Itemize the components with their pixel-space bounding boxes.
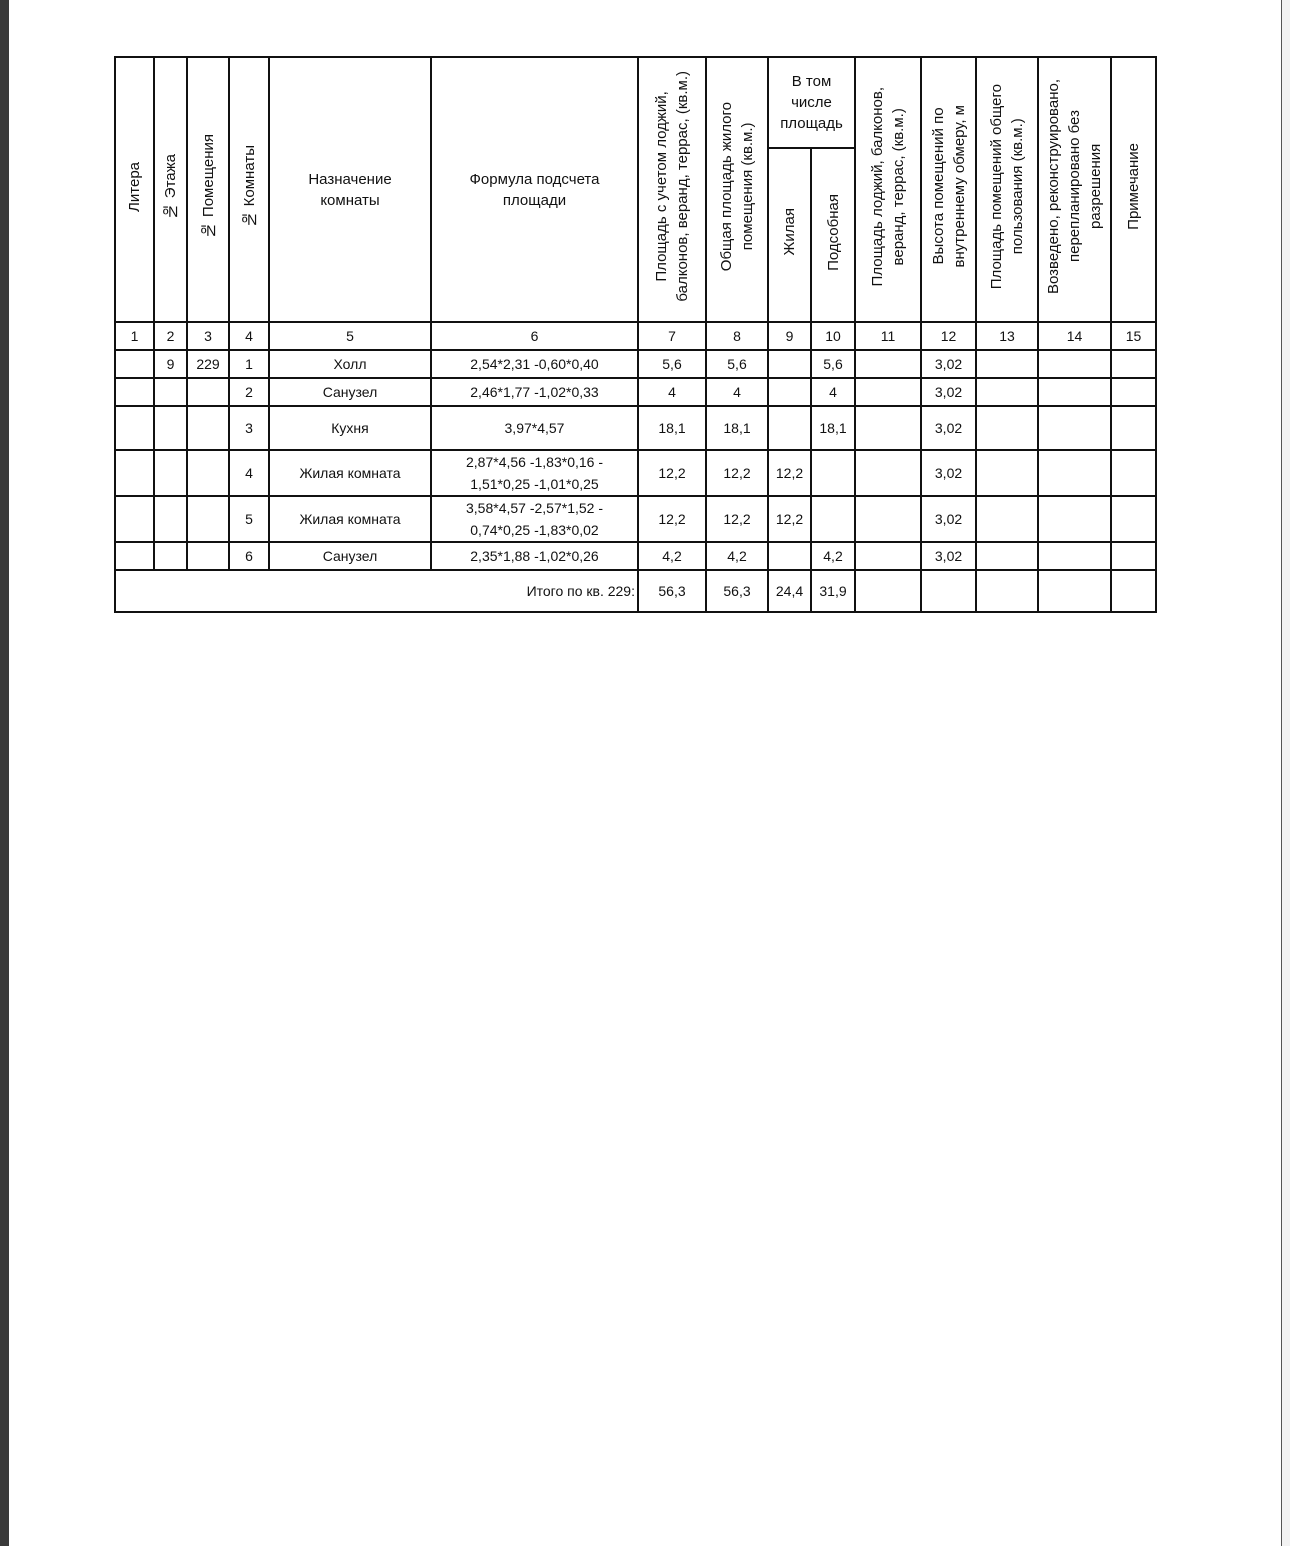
table-cell: 12,2 bbox=[638, 450, 706, 496]
total-value bbox=[855, 570, 921, 612]
table-cell bbox=[768, 378, 811, 406]
table-cell bbox=[1111, 496, 1156, 542]
table-cell: 3 bbox=[229, 406, 269, 450]
table-cell: Холл bbox=[269, 350, 431, 378]
table-cell bbox=[811, 496, 855, 542]
header-note: Примечание bbox=[1111, 57, 1156, 322]
table-cell: 3,02 bbox=[921, 496, 976, 542]
table-cell: 12,2 bbox=[706, 450, 768, 496]
column-number: 2 bbox=[154, 322, 187, 350]
table-cell: 3,02 bbox=[921, 350, 976, 378]
total-value: 31,9 bbox=[811, 570, 855, 612]
table-row bbox=[115, 406, 1156, 450]
table-cell: 18,1 bbox=[706, 406, 768, 450]
table-cell bbox=[115, 496, 154, 542]
total-value: 56,3 bbox=[706, 570, 768, 612]
table-cell: Санузел bbox=[269, 378, 431, 406]
table-cell: 12,2 bbox=[768, 496, 811, 542]
total-value: 56,3 bbox=[638, 570, 706, 612]
table-cell: 4 bbox=[706, 378, 768, 406]
table-cell bbox=[976, 450, 1038, 496]
table-cell bbox=[768, 542, 811, 570]
table-cell bbox=[855, 350, 921, 378]
table-cell bbox=[1111, 542, 1156, 570]
column-number: 1 bbox=[115, 322, 154, 350]
table-cell bbox=[976, 378, 1038, 406]
table-row bbox=[115, 496, 1156, 542]
table-cell bbox=[115, 450, 154, 496]
table-cell: 3,02 bbox=[921, 406, 976, 450]
table-cell bbox=[855, 450, 921, 496]
table-cell bbox=[187, 406, 229, 450]
header-floor: № Этажа bbox=[154, 57, 187, 322]
header-premises: № Помещения bbox=[187, 57, 229, 322]
table-cell bbox=[187, 378, 229, 406]
table-cell: 18,1 bbox=[811, 406, 855, 450]
table-cell: 3,58*4,57 -2,57*1,52 - 0,74*0,25 -1,83*0,02 bbox=[431, 496, 638, 542]
table-cell bbox=[154, 406, 187, 450]
table-cell: 3,97*4,57 bbox=[431, 406, 638, 450]
column-number: 10 bbox=[811, 322, 855, 350]
table-cell bbox=[1038, 350, 1111, 378]
table-cell: 18,1 bbox=[638, 406, 706, 450]
column-number: 8 bbox=[706, 322, 768, 350]
total-value bbox=[1111, 570, 1156, 612]
column-number: 6 bbox=[431, 322, 638, 350]
table-cell: Санузел bbox=[269, 542, 431, 570]
table-cell: 4 bbox=[229, 450, 269, 496]
table-cell bbox=[855, 406, 921, 450]
total-value bbox=[921, 570, 976, 612]
table-cell bbox=[855, 542, 921, 570]
total-value bbox=[976, 570, 1038, 612]
header-litera: Литера bbox=[115, 57, 154, 322]
total-row bbox=[115, 570, 1156, 612]
table-row bbox=[115, 378, 1156, 406]
table-cell: 6 bbox=[229, 542, 269, 570]
table-cell: Кухня bbox=[269, 406, 431, 450]
table-cell bbox=[1111, 406, 1156, 450]
table-cell: 4,2 bbox=[706, 542, 768, 570]
viewer-right-edge bbox=[1281, 0, 1290, 1546]
header-including-area: В том числе площадь bbox=[768, 57, 855, 148]
column-number: 5 bbox=[269, 322, 431, 350]
header-auxiliary: Подсобная bbox=[811, 148, 855, 322]
column-number: 14 bbox=[1038, 322, 1111, 350]
column-number: 9 bbox=[768, 322, 811, 350]
table-cell: 12,2 bbox=[706, 496, 768, 542]
table-cell bbox=[1111, 350, 1156, 378]
table-cell: 3,02 bbox=[921, 542, 976, 570]
table-cell: 2,35*1,88 -1,02*0,26 bbox=[431, 542, 638, 570]
table-cell bbox=[154, 450, 187, 496]
table-row bbox=[115, 350, 1156, 378]
header-living: Жилая bbox=[768, 148, 811, 322]
header-loggia-area: Площадь лоджий, балконов, веранд, террас, (кв.м.) bbox=[855, 57, 921, 322]
table-cell: 2 bbox=[229, 378, 269, 406]
table-cell: 12,2 bbox=[768, 450, 811, 496]
table-cell bbox=[811, 450, 855, 496]
table-cell bbox=[1111, 378, 1156, 406]
column-number: 12 bbox=[921, 322, 976, 350]
table-cell bbox=[115, 378, 154, 406]
table-cell bbox=[115, 542, 154, 570]
header-total-living-area: Общая площадь жилого помещения (кв.м.) bbox=[706, 57, 768, 322]
header-common-area: Площадь помещений общего пользования (кв.м.) bbox=[976, 57, 1038, 322]
table-cell bbox=[976, 496, 1038, 542]
table-cell bbox=[187, 450, 229, 496]
table-cell: 3,02 bbox=[921, 378, 976, 406]
table-cell bbox=[976, 406, 1038, 450]
table-cell bbox=[1038, 542, 1111, 570]
table-row bbox=[115, 450, 1156, 496]
column-number-row bbox=[115, 322, 1156, 350]
table-cell bbox=[1038, 496, 1111, 542]
column-number: 13 bbox=[976, 322, 1038, 350]
table-cell bbox=[187, 496, 229, 542]
room-area-table bbox=[114, 56, 1157, 613]
table-cell bbox=[115, 406, 154, 450]
header-unauthorized: Возведено, реконструировано, перепланировано без разрешения bbox=[1038, 57, 1111, 322]
table-cell: 1 bbox=[229, 350, 269, 378]
table-cell bbox=[976, 542, 1038, 570]
viewer-left-edge bbox=[0, 0, 9, 1546]
column-number: 11 bbox=[855, 322, 921, 350]
table-row bbox=[115, 542, 1156, 570]
column-number: 4 bbox=[229, 322, 269, 350]
table-cell: 9 bbox=[154, 350, 187, 378]
total-value bbox=[1038, 570, 1111, 612]
table-cell bbox=[1038, 406, 1111, 450]
header-room-number: № Комнаты bbox=[229, 57, 269, 322]
table-cell bbox=[768, 350, 811, 378]
header-room-purpose: Назначение комнаты bbox=[269, 57, 431, 322]
table-cell: 2,54*2,31 -0,60*0,40 bbox=[431, 350, 638, 378]
table-cell: 5,6 bbox=[811, 350, 855, 378]
table-cell: Жилая комната bbox=[269, 450, 431, 496]
table-cell: 229 bbox=[187, 350, 229, 378]
column-number: 15 bbox=[1111, 322, 1156, 350]
column-number: 7 bbox=[638, 322, 706, 350]
table-cell bbox=[768, 406, 811, 450]
table-cell: 2,87*4,56 -1,83*0,16 - 1,51*0,25 -1,01*0,25 bbox=[431, 450, 638, 496]
table-cell bbox=[855, 496, 921, 542]
table-cell bbox=[154, 496, 187, 542]
table-cell bbox=[154, 378, 187, 406]
header-formula: Формула подсчета площади bbox=[431, 57, 638, 322]
table-cell: 4 bbox=[638, 378, 706, 406]
table-cell bbox=[1038, 450, 1111, 496]
table-cell bbox=[1038, 378, 1111, 406]
table-cell: 12,2 bbox=[638, 496, 706, 542]
table-cell: 4,2 bbox=[638, 542, 706, 570]
table-cell: 4 bbox=[811, 378, 855, 406]
table-cell bbox=[187, 542, 229, 570]
table-cell: 5,6 bbox=[706, 350, 768, 378]
column-number: 3 bbox=[187, 322, 229, 350]
table-cell bbox=[855, 378, 921, 406]
table-cell bbox=[1111, 450, 1156, 496]
table-cell: 4,2 bbox=[811, 542, 855, 570]
table-cell: 3,02 bbox=[921, 450, 976, 496]
table-cell bbox=[154, 542, 187, 570]
table-cell bbox=[115, 350, 154, 378]
table-cell bbox=[976, 350, 1038, 378]
table-cell: Жилая комната bbox=[269, 496, 431, 542]
table-cell: 2,46*1,77 -1,02*0,33 bbox=[431, 378, 638, 406]
total-label: Итого по кв. 229: bbox=[115, 570, 638, 612]
table-cell: 5 bbox=[229, 496, 269, 542]
header-height: Высота помещений по внутреннему обмеру, м bbox=[921, 57, 976, 322]
table-cell: 5,6 bbox=[638, 350, 706, 378]
total-value: 24,4 bbox=[768, 570, 811, 612]
header-area-with-loggias: Площадь с учетом лоджий, балконов, веранд, террас, (кв.м.) bbox=[638, 57, 706, 322]
